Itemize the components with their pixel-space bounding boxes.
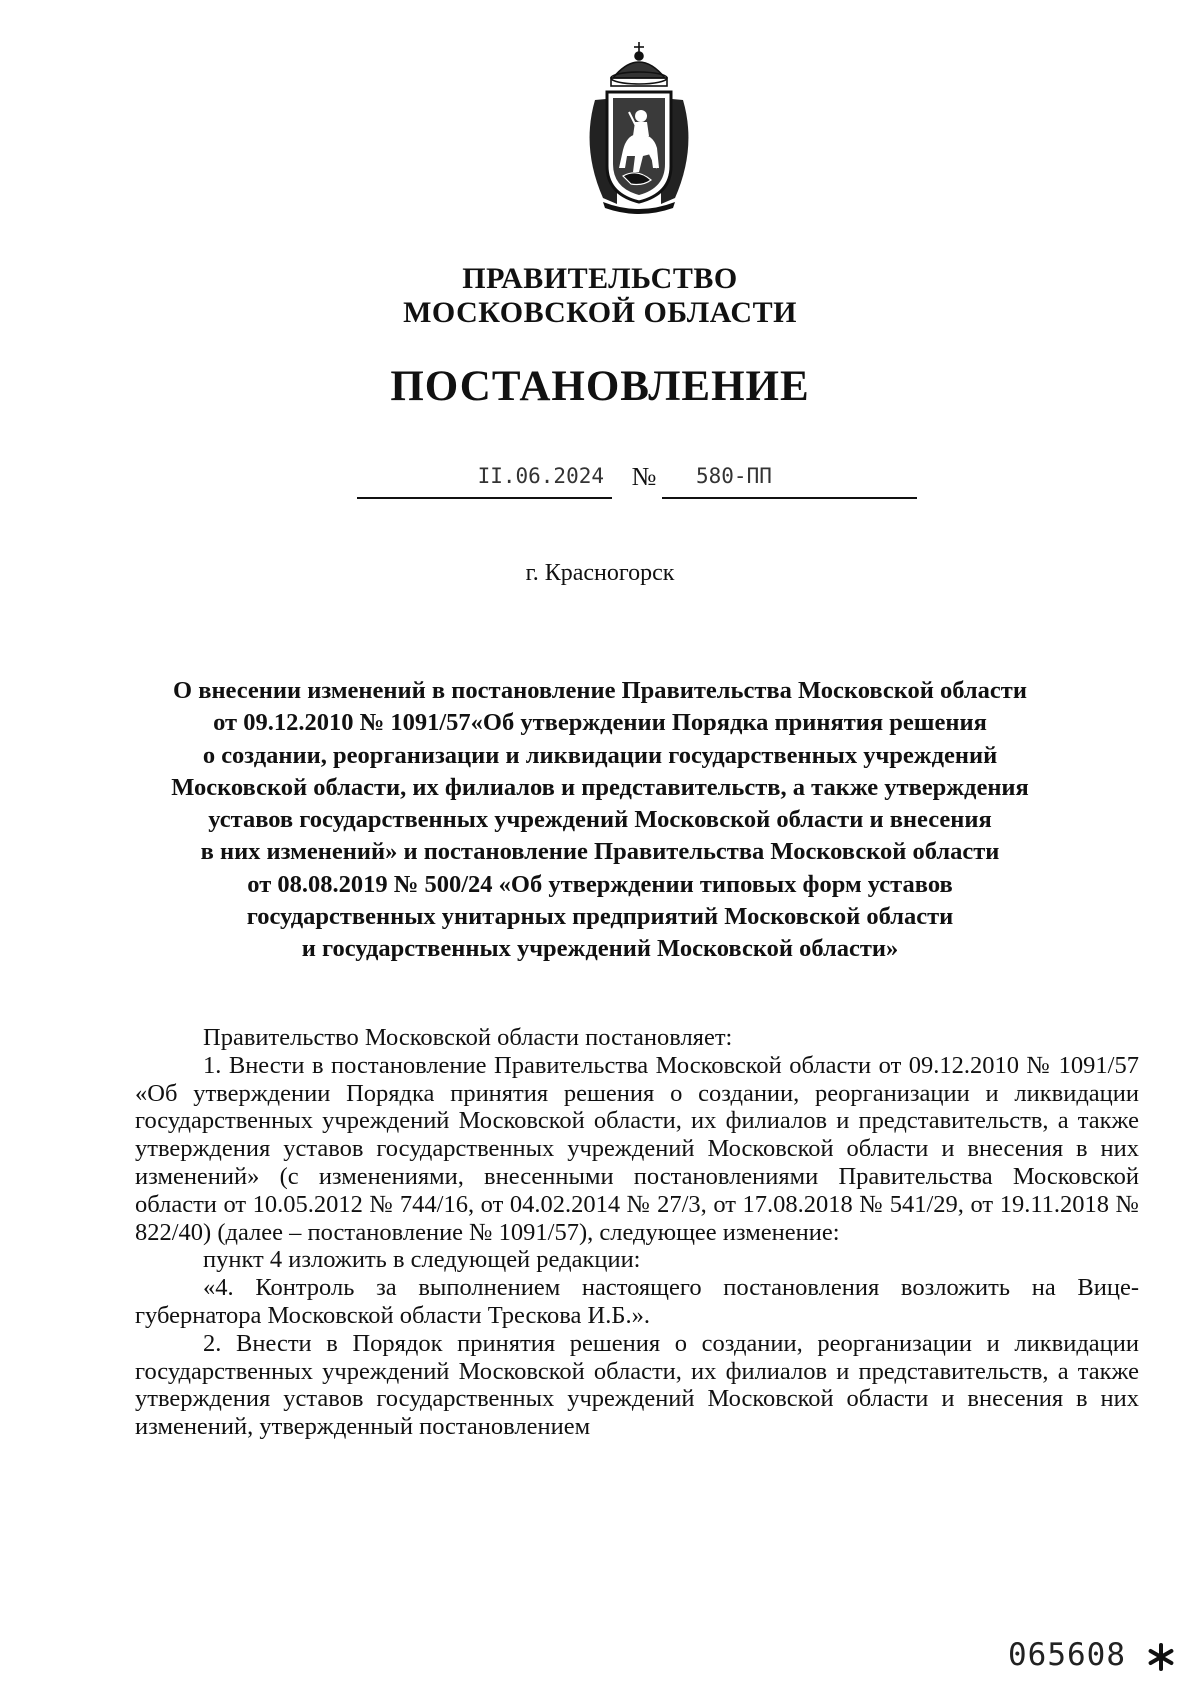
number-sign: № — [631, 462, 657, 491]
organization-name-line2: МОСКОВСКОЙ ОБЛАСТИ — [403, 296, 797, 329]
document-title — [100, 675, 1100, 966]
clause-1-instruction-paragraph: пункт 4 изложить в следующей редакции: — [203, 1246, 641, 1274]
title-line: в них изменений» и постановление Правительства Московской области — [200, 838, 1000, 866]
document-body — [135, 1024, 1139, 1441]
title-line: государственных унитарных предприятий Московской области — [246, 903, 954, 931]
title-line: Московской области, их филиалов и представительств, а также утверждения — [171, 773, 1029, 801]
clause-1-new-text-paragraph: «4. Контроль за выполнением настоящего постановления возложить на Вице-губернатора Московской области Трескова И.Б.». — [135, 1274, 1139, 1329]
clause-1-paragraph: 1. Внести в постановление Правительства Московской области от 09.12.2010 № 1091/57 «Об утверждении Порядка принятия решения о создании, реорганизации и ликвидации государственных учреждений Московской области, их филиалов и представительств, а также утверждения уставов государственных учреждений Московской области и внесения в них изменений» (с изменениями, внесенными постановлениями Правительства Московской области от 10.05.2012 № 744/16, от 04.02.2014 № 27/3, от 17.08.2018 № 541/29, от 19.11.2018 № 822/40) (далее – постановление № 1091/57), следующее изменение: — [135, 1051, 1139, 1246]
title-line: и государственных учреждений Московской области» — [301, 935, 899, 963]
coat-of-arms-icon — [573, 38, 705, 214]
title-line: уставов государственных учреждений Московской области и внесения — [208, 806, 992, 834]
title-line: от 09.12.2010 № 1091/57«Об утверждении Порядка принятия решения — [213, 709, 987, 737]
document-date: II.06.2024 — [357, 455, 612, 499]
clause-2-paragraph: 2. Внести в Порядок принятия решения о создании, реорганизации и ликвидации государственных учреждений Московской области, их филиалов и представительств, а также утверждения уставов государственных учреждений Московской области и внесения в них изменений, утвержденный постановлением — [135, 1329, 1139, 1441]
organization-name-line1: ПРАВИТЕЛЬСТВО — [462, 262, 738, 295]
asterisk-icon — [1146, 1642, 1176, 1672]
title-line: от 08.08.2019 № 500/24 «Об утверждении типовых форм уставов — [247, 870, 953, 898]
document-number: 580-ПП — [662, 455, 917, 499]
title-line: О внесении изменений в постановление Правительства Московской области — [173, 677, 1027, 704]
preamble-paragraph: Правительство Московской области постановляет: — [203, 1024, 733, 1051]
city-line: г. Красногорск — [525, 560, 675, 586]
title-line: о создании, реорганизации и ликвидации государственных учреждений — [202, 741, 998, 769]
document-type-title: ПОСТАНОВЛЕНИЕ — [390, 363, 810, 410]
serial-number: 065608 — [1008, 1637, 1126, 1673]
